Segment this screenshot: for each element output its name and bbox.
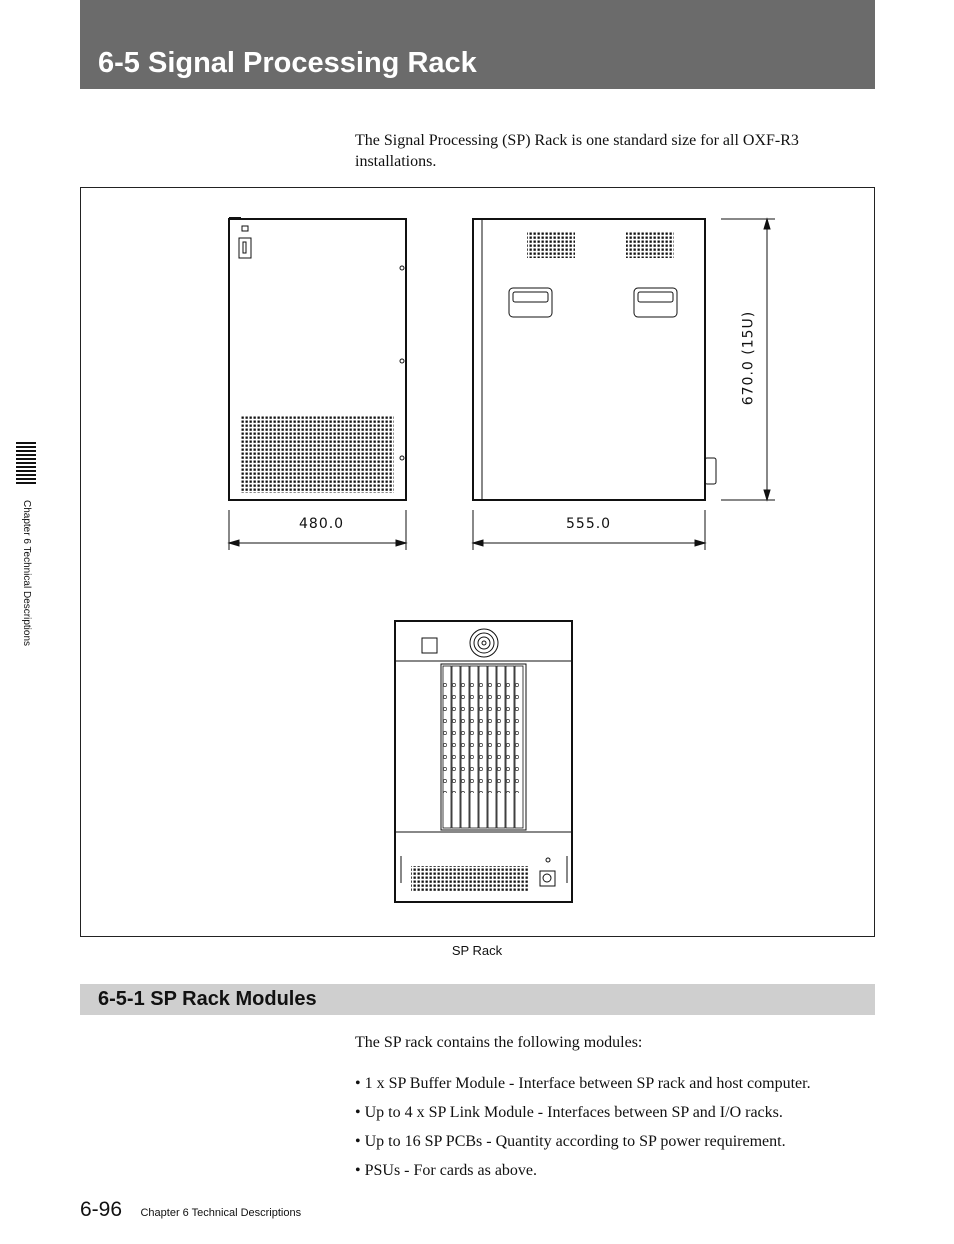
- list-item: • Up to 16 SP PCBs - Quantity according to SP power requirement.: [355, 1133, 786, 1150]
- list-item: • Up to 4 x SP Link Module - Interfaces between SP and I/O racks.: [355, 1104, 783, 1121]
- page-footer: [80, 1198, 301, 1222]
- section-header-bar: [80, 984, 875, 1015]
- chapter-tab-marker: [16, 442, 36, 486]
- page-header-bar: [80, 0, 875, 89]
- section-title: 6-5-1 SP Rack Modules: [98, 988, 317, 1010]
- chapter-side-label: Chapter 6 Technical Descriptions: [21, 500, 32, 647]
- list-item: • PSUs - For cards as above.: [355, 1162, 538, 1179]
- sp-rack-figure: [80, 187, 875, 937]
- figure-caption: SP Rack: [451, 943, 503, 958]
- dimension-depth-label: 555.0: [566, 516, 612, 532]
- rack-front-view: [229, 217, 406, 500]
- rack-rear-view: [395, 621, 572, 902]
- rack-side-view: [473, 219, 716, 500]
- intro-paragraph: The Signal Processing (SP) Rack is one standard size for all OXF-R3 installations.: [355, 132, 799, 170]
- page-number: 6-96: [80, 1198, 123, 1221]
- footer-chapter-label: Chapter 6 Technical Descriptions: [140, 1207, 302, 1219]
- rack-drawing: [81, 188, 874, 936]
- module-list: [355, 1074, 811, 1190]
- dimension-height-label: 670.0 (15U): [740, 310, 757, 406]
- dimension-width-label: 480.0: [299, 516, 345, 532]
- list-item: • 1 x SP Buffer Module - Interface between SP rack and host computer.: [355, 1075, 811, 1092]
- section-lead: The SP rack contains the following modules:: [355, 1034, 643, 1051]
- page-title: 6-5 Signal Processing Rack: [98, 47, 477, 79]
